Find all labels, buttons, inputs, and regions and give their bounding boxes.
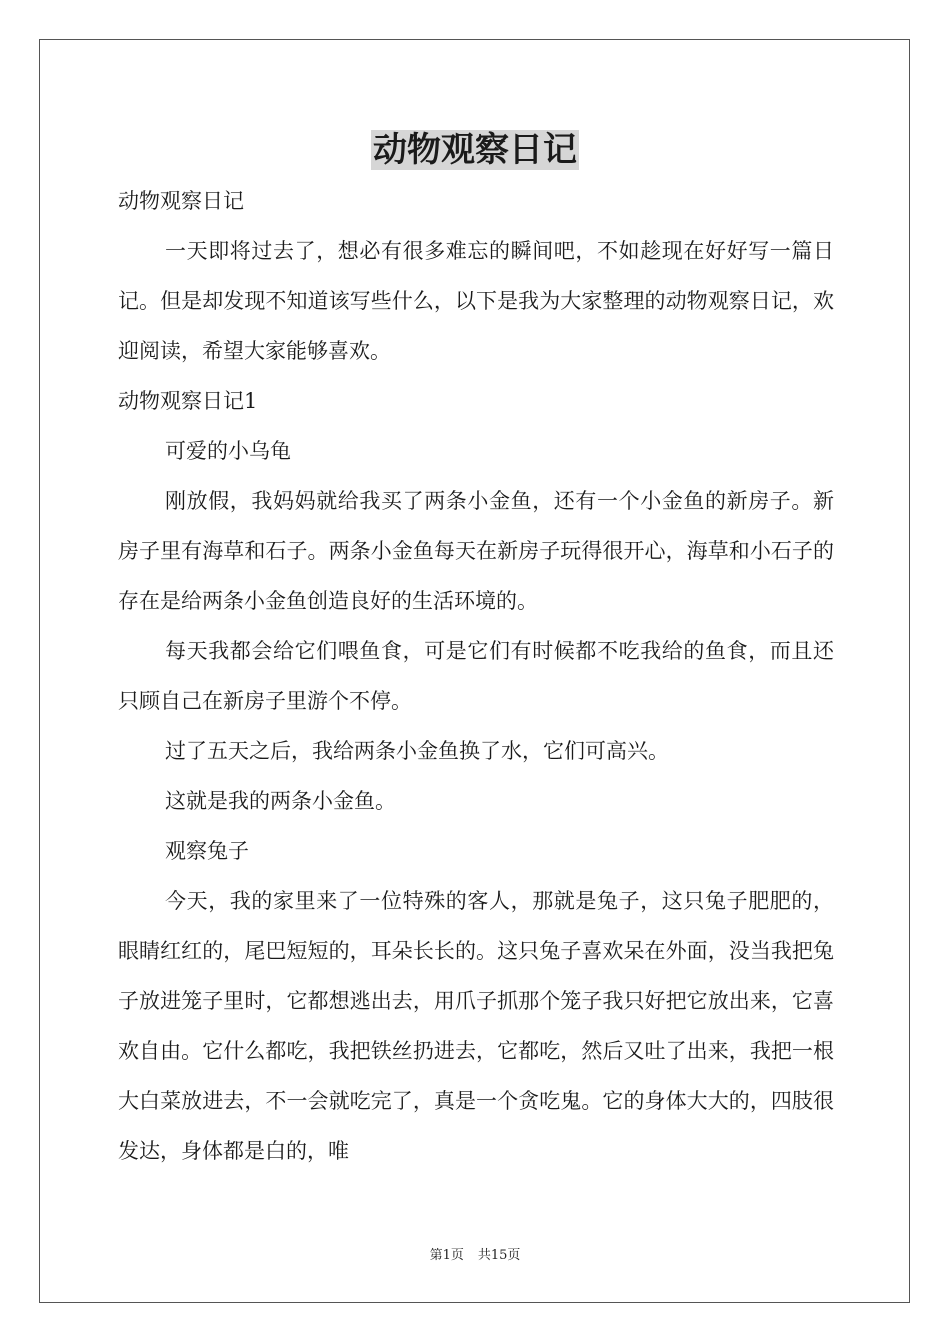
paragraph: 一天即将过去了，想必有很多难忘的瞬间吧，不如趁现在好好写一篇日记。但是却发现不知道该写些什么，以下是我为大家整理的动物观察日记，欢迎阅读，希望大家能够喜欢。 — [118, 239, 834, 363]
paragraph: 今天，我的家里来了一位特殊的客人，那就是兔子，这只兔子肥肥的，眼睛红红的，尾巴短短的，耳朵长长的。这只兔子喜欢呆在外面，没当我把兔子放进笼子里时，它都想逃出去，用爪子抓那个笼子我只好把它放出来，它喜欢自由。它什么都吃，我把铁丝扔进去，它都吃，然后又吐了出来，我把一根大白菜放进去，不一会就吃完了，真是一个贪吃鬼。它的身体大大的，四肢很发达，身体都是白的，唯 — [118, 889, 834, 1163]
paragraph: 这就是我的两条小金鱼。 — [165, 789, 396, 813]
paragraph-heading: 动物观察日记 — [118, 189, 244, 213]
paragraph-subheading: 观察兔子 — [165, 839, 249, 863]
document-title-text: 动物观察日记 — [373, 130, 577, 170]
total-pages: 共15页 — [477, 1248, 521, 1263]
paragraph: 刚放假，我妈妈就给我买了两条小金鱼，还有一个小金鱼的新房子。新房子里有海草和石子。两条小金鱼每天在新房子玩得很开心，海草和小石子的存在是给两条小金鱼创造良好的生活环境的。 — [118, 489, 834, 613]
paragraph: 每天我都会给它们喂鱼食，可是它们有时候都不吃我给的鱼食，而且还只顾自己在新房子里游个不停。 — [118, 639, 834, 713]
page-footer — [0, 1246, 950, 1266]
current-page-number: 第1页 — [429, 1248, 464, 1263]
paragraph: 过了五天之后，我给两条小金鱼换了水，它们可高兴。 — [165, 739, 669, 763]
paragraph-heading: 动物观察日记1 — [118, 389, 258, 413]
document-body — [118, 176, 834, 1176]
document-title — [0, 128, 950, 172]
paragraph-subheading: 可爱的小乌龟 — [165, 439, 291, 463]
